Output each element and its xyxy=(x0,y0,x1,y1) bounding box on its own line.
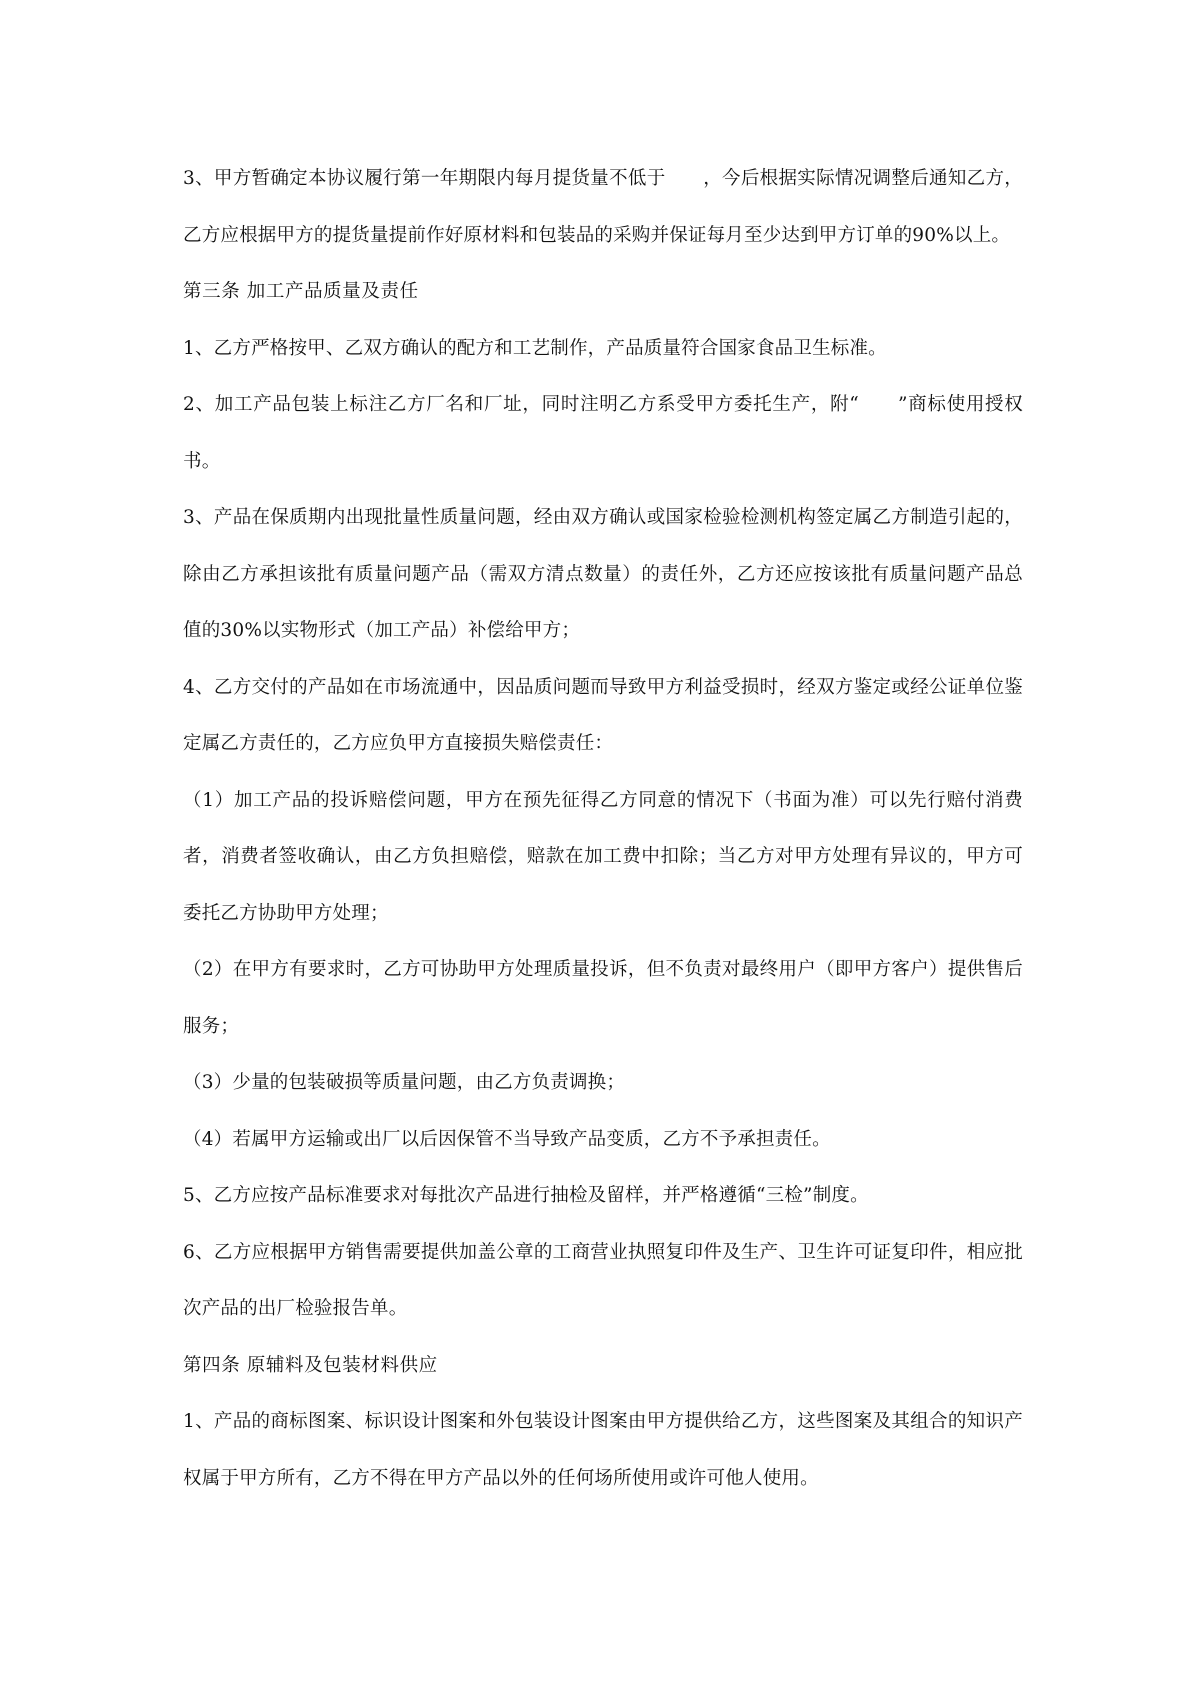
article-4-heading: 第四条 原辅料及包装材料供应 xyxy=(183,1354,438,1376)
article-3-heading: 第三条 加工产品质量及责任 xyxy=(183,281,419,302)
article-3-item-4-sub-3: （3）少量的包装破损等质量问题，由乙方负责调换； xyxy=(183,1072,626,1093)
article-3-item-4: 4、乙方交付的产品如在市场流通中，因品质问题而导致甲方利益受损时，经双方鉴定或经公证单位鉴定属乙方责任的，乙方应负甲方直接损失赔偿责任： xyxy=(183,676,1023,754)
article-3-item-3: 3、产品在保质期内出现批量性质量问题，经由双方确认或国家检验检测机构签定属乙方制造引起的，除由乙方承担该批有质量问题产品（需双方清点数量）的责任外，乙方还应按该批有质量问题产品总值的30%以实物形式（加工产品）补偿给甲方； xyxy=(183,507,1023,641)
article-3-item-4-sub-4: （4）若属甲方运输或出厂以后因保管不当导致产品变质，乙方不予承担责任。 xyxy=(183,1128,831,1150)
article-3-item-1: 1、乙方严格按甲、乙双方确认的配方和工艺制作，产品质量符合国家食品卫生标准。 xyxy=(183,337,887,359)
article-3-item-4-sub-1: （1）加工产品的投诉赔偿问题，甲方在预先征得乙方同意的情况下（书面为准）可以先行赔付消费者，消费者签收确认，由乙方负担赔偿，赔款在加工费中扣除；当乙方对甲方处理有异议的，甲方可委托乙方协助甲方处理； xyxy=(183,789,1023,924)
article-3-item-4-sub-2: （2）在甲方有要求时，乙方可协助甲方处理质量投诉，但不负责对最终用户（即甲方客户）提供售后服务； xyxy=(183,959,1023,1037)
article-3-item-2: 2、加工产品包装上标注乙方厂名和厂址，同时注明乙方系受甲方委托生产，附“ ”商标使用授权书。 xyxy=(183,394,1023,472)
article-4-item-1: 1、产品的商标图案、标识设计图案和外包装设计图案由甲方提供给乙方，这些图案及其组合的知识产权属于甲方所有，乙方不得在甲方产品以外的任何场所使用或许可他人使用。 xyxy=(183,1411,1023,1489)
document-body xyxy=(183,151,1023,1507)
article-3-item-5: 5、乙方应按产品标准要求对每批次产品进行抽检及留样，并严格遵循“三检”制度。 xyxy=(183,1185,869,1206)
article-3-item-6: 6、乙方应根据甲方销售需要提供加盖公章的工商营业执照复印件及生产、卫生许可证复印件，相应批次产品的出厂检验报告单。 xyxy=(183,1241,1023,1319)
clause-3-monthly-volume: 3、甲方暂确定本协议履行第一年期限内每月提货量不低于 ，今后根据实际情况调整后通知乙方，乙方应根据甲方的提货量提前作好原材料和包装品的采购并保证每月至少达到甲方订单的90%以上。 xyxy=(183,168,1023,246)
